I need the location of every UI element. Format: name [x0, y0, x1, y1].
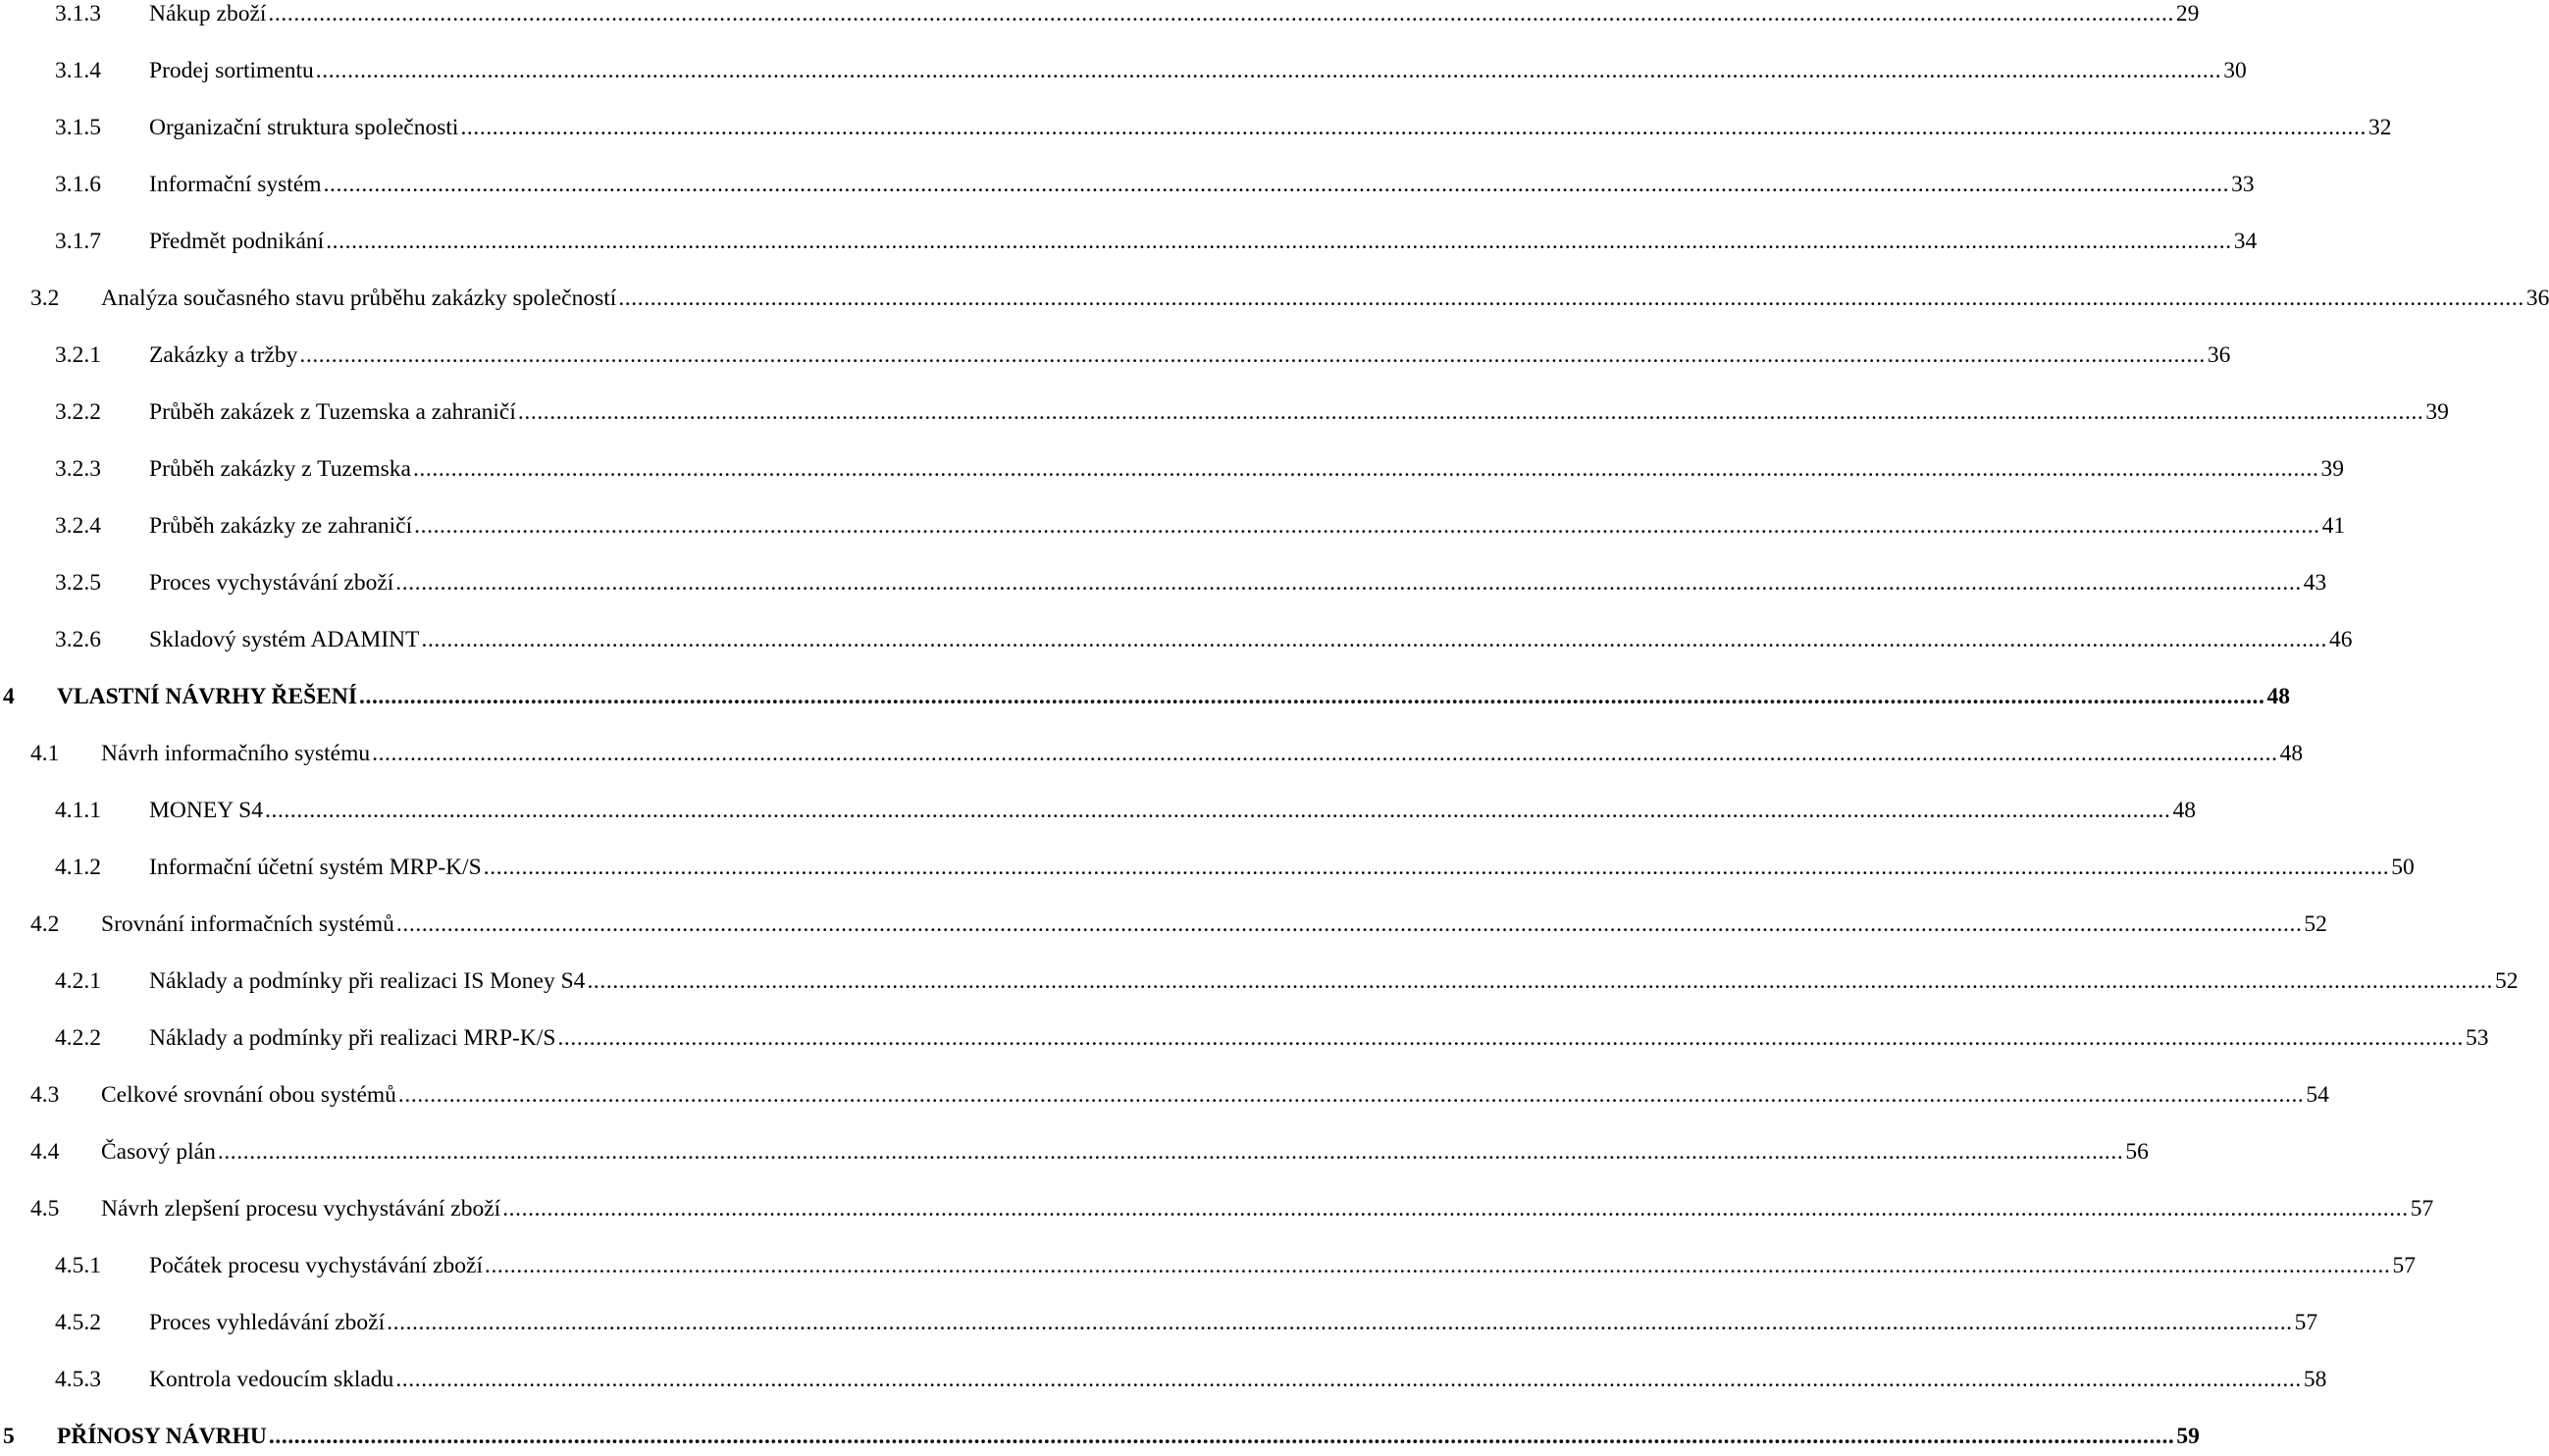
toc-entry-page: 41 [2321, 513, 2346, 539]
toc-leader-dots: ............................................................................................................................................................................................................................................................................................................ [517, 399, 2424, 425]
toc-entry-title: Srovnání informačních systémů [101, 911, 394, 937]
toc-entry-title: Návrh informačního systému [101, 741, 371, 766]
toc-entry[interactable] [0, 1132, 2149, 1171]
toc-entry[interactable] [0, 279, 2549, 318]
toc-entry[interactable] [0, 962, 2519, 1001]
toc-entry-number: 4.5.2 [55, 1310, 101, 1335]
toc-entry[interactable] [0, 1303, 2318, 1342]
toc-leader-dots: ............................................................................................................................................................................................................................................................................................................ [387, 1310, 2293, 1335]
toc-entry-page: 29 [2175, 1, 2200, 26]
toc-entry-page: 46 [2328, 627, 2353, 652]
toc-entry-page: 36 [2207, 342, 2231, 368]
toc-entry-number: 4.1.2 [55, 855, 101, 880]
toc-entry-title: Analýza současného stavu průběhu zakázky společností [101, 286, 617, 311]
toc-leader-dots: ............................................................................................................................................................................................................................................................................................................ [315, 58, 2222, 83]
toc-entry[interactable] [0, 677, 2290, 716]
toc-leader-dots: ............................................................................................................................................................................................................................................................................................................ [372, 741, 2278, 766]
toc-entry-number: 4.5.3 [55, 1367, 101, 1392]
toc-entry[interactable] [0, 1246, 2416, 1285]
toc-entry-title: Předmět podnikání [149, 229, 325, 254]
toc-entry[interactable] [0, 791, 2196, 830]
toc-entry[interactable] [0, 1018, 2489, 1058]
toc-entry-page: 30 [2223, 58, 2247, 83]
toc-entry-number: 3.2 [30, 286, 60, 311]
toc-entry-number: 4.1 [30, 741, 60, 766]
toc-leader-dots: ............................................................................................................................................................................................................................................................................................................ [326, 229, 2232, 254]
toc-entry-number: 3.1.4 [55, 58, 101, 83]
toc-entry-page: 58 [2303, 1367, 2327, 1392]
toc-entry-title: Náklady a podmínky při realizaci MRP-K/S [149, 1025, 556, 1051]
toc-entry-title: MONEY S4 [149, 798, 263, 823]
toc-entry[interactable] [0, 620, 2353, 659]
toc-entry-number: 4.5 [30, 1196, 60, 1222]
toc-entry[interactable] [0, 449, 2344, 489]
toc-leader-dots: ............................................................................................................................................................................................................................................................................................................ [483, 855, 2390, 880]
toc-entry-number: 4.2 [30, 911, 60, 937]
toc-entry[interactable] [0, 1075, 2329, 1115]
toc-entry-number: 5 [3, 1424, 15, 1449]
toc-entry-title: Kontrola vedoucím skladu [149, 1367, 394, 1392]
toc-entry-title: Prodej sortimentu [149, 58, 314, 83]
toc-entry-page: 39 [2320, 456, 2344, 482]
toc-leader-dots: ............................................................................................................................................................................................................................................................................................................ [414, 513, 2320, 539]
toc-entry-number: 3.1.6 [55, 172, 101, 197]
toc-entry[interactable] [0, 222, 2258, 261]
toc-leader-dots: ............................................................................................................................................................................................................................................................................................................ [268, 1424, 2175, 1449]
toc-leader-dots: ............................................................................................................................................................................................................................................................................................................ [265, 798, 2171, 823]
toc-leader-dots: ............................................................................................................................................................................................................................................................................................................ [395, 1367, 2302, 1392]
toc-leader-dots: ............................................................................................................................................................................................................................................................................................................ [395, 911, 2303, 937]
toc-entry-page: 57 [2410, 1196, 2434, 1222]
toc-entry-title: Proces vychystávání zboží [149, 570, 394, 596]
toc-entry-number: 3.2.3 [55, 456, 101, 482]
toc-entry-title: Náklady a podmínky při realizaci IS Money S4 [149, 968, 586, 994]
toc-entry-title: PŘÍNOSY NÁVRHU [57, 1424, 267, 1449]
toc-entry-number: 4 [3, 684, 15, 709]
toc-entry-number: 3.2.4 [55, 513, 101, 539]
toc-entry-number: 3.2.2 [55, 399, 101, 425]
toc-entry-number: 3.2.1 [55, 342, 101, 368]
toc-leader-dots: ............................................................................................................................................................................................................................................................................................................ [299, 342, 2206, 368]
toc-entry-title: Informační systém [149, 172, 322, 197]
toc-entry[interactable] [0, 0, 2200, 33]
toc-entry-number: 3.2.6 [55, 627, 101, 652]
toc-entry-number: 3.1.7 [55, 229, 101, 254]
toc-entry[interactable] [0, 905, 2327, 944]
toc-entry[interactable] [0, 392, 2449, 432]
toc-entry-number: 4.2.2 [55, 1025, 101, 1051]
toc-entry-page: 50 [2391, 855, 2415, 880]
toc-entry-title: Zakázky a tržby [149, 342, 298, 368]
toc-leader-dots: ............................................................................................................................................................................................................................................................................................................ [484, 1253, 2391, 1278]
toc-entry[interactable] [0, 506, 2346, 546]
toc-entry-title: Počátek procesu vychystávání zboží [149, 1253, 483, 1278]
toc-entry-page: 39 [2425, 399, 2449, 425]
toc-entry-page: 36 [2525, 286, 2549, 311]
toc-entry[interactable] [0, 1417, 2200, 1456]
toc-entry-title: VLASTNÍ NÁVRHY ŘEŠENÍ [57, 684, 357, 709]
toc-leader-dots: ............................................................................................................................................................................................................................................................................................................ [618, 286, 2524, 311]
toc-entry[interactable] [0, 563, 2327, 602]
toc-entry-title: Proces vyhledávání zboží [149, 1310, 386, 1335]
toc-leader-dots: ............................................................................................................................................................................................................................................................................................................ [395, 570, 2302, 596]
toc-leader-dots: ............................................................................................................................................................................................................................................................................................................ [412, 456, 2319, 482]
toc-entry-page: 54 [2306, 1082, 2329, 1108]
toc-entry-title: Průběh zakázky ze zahraničí [149, 513, 413, 539]
toc-entry-page: 57 [2392, 1253, 2416, 1278]
toc-entry[interactable] [0, 1189, 2434, 1228]
toc-entry-page: 59 [2176, 1424, 2200, 1449]
toc-entry-title: Nákup zboží [149, 1, 267, 26]
toc-entry-page: 48 [2172, 798, 2196, 823]
toc-entry-page: 52 [2304, 911, 2327, 937]
toc-leader-dots: ............................................................................................................................................................................................................................................................................................................ [502, 1196, 2409, 1222]
toc-entry-page: 56 [2125, 1139, 2149, 1165]
toc-entry-page: 33 [2231, 172, 2255, 197]
toc-entry-page: 34 [2233, 229, 2258, 254]
toc-entry-page: 53 [2465, 1025, 2489, 1051]
toc-entry-title: Návrh zlepšení procesu vychystávání zboží [101, 1196, 501, 1222]
toc-entry-page: 43 [2303, 570, 2327, 596]
toc-entry-number: 3.1.3 [55, 1, 101, 26]
toc-entry-number: 4.2.1 [55, 968, 101, 994]
toc-entry-title: Skladový systém ADAMINT [149, 627, 420, 652]
toc-entry-title: Průběh zakázek z Tuzemska a zahraničí [149, 399, 516, 425]
toc-entry[interactable] [0, 108, 2392, 147]
toc-leader-dots: ............................................................................................................................................................................................................................................................................................................ [397, 1082, 2305, 1108]
toc-leader-dots: ............................................................................................................................................................................................................................................................................................................ [268, 1, 2174, 26]
toc-entry-number: 4.5.1 [55, 1253, 101, 1278]
toc-entry-number: 3.2.5 [55, 570, 101, 596]
toc-entry[interactable] [0, 336, 2231, 375]
toc-leader-dots: ............................................................................................................................................................................................................................................................................................................ [359, 684, 2265, 709]
toc-entry-page: 52 [2494, 968, 2519, 994]
toc-leader-dots: ............................................................................................................................................................................................................................................................................................................ [217, 1139, 2124, 1165]
toc-entry-number: 4.3 [30, 1082, 60, 1108]
toc-entry-title: Časový plán [101, 1139, 216, 1165]
toc-leader-dots: ............................................................................................................................................................................................................................................................................................................ [460, 115, 2367, 140]
toc-entry-title: Celkové srovnání obou systémů [101, 1082, 396, 1108]
toc-leader-dots: ............................................................................................................................................................................................................................................................................................................ [323, 172, 2230, 197]
toc-entry[interactable] [0, 51, 2247, 90]
toc-entry-page: 48 [2279, 741, 2304, 766]
toc-leader-dots: ............................................................................................................................................................................................................................................................................................................ [587, 968, 2493, 994]
toc-leader-dots: ............................................................................................................................................................................................................................................................................................................ [557, 1025, 2464, 1051]
toc-entry[interactable] [0, 848, 2415, 887]
toc-entry-number: 4.4 [30, 1139, 60, 1165]
toc-entry-page: 57 [2294, 1310, 2318, 1335]
toc-entry[interactable] [0, 1360, 2327, 1399]
toc-entry-title: Informační účetní systém MRP-K/S [149, 855, 482, 880]
toc-entry-page: 48 [2266, 684, 2290, 709]
toc-entry-page: 32 [2367, 115, 2392, 140]
toc-entry[interactable] [0, 165, 2255, 204]
toc-entry-number: 4.1.1 [55, 798, 101, 823]
toc-entry[interactable] [0, 734, 2304, 773]
toc-entry-number: 3.1.5 [55, 115, 101, 140]
toc-leader-dots: ............................................................................................................................................................................................................................................................................................................ [421, 627, 2327, 652]
toc-entry-title: Průběh zakázky z Tuzemska [149, 456, 411, 482]
toc-entry-title: Organizační struktura společnosti [149, 115, 459, 140]
